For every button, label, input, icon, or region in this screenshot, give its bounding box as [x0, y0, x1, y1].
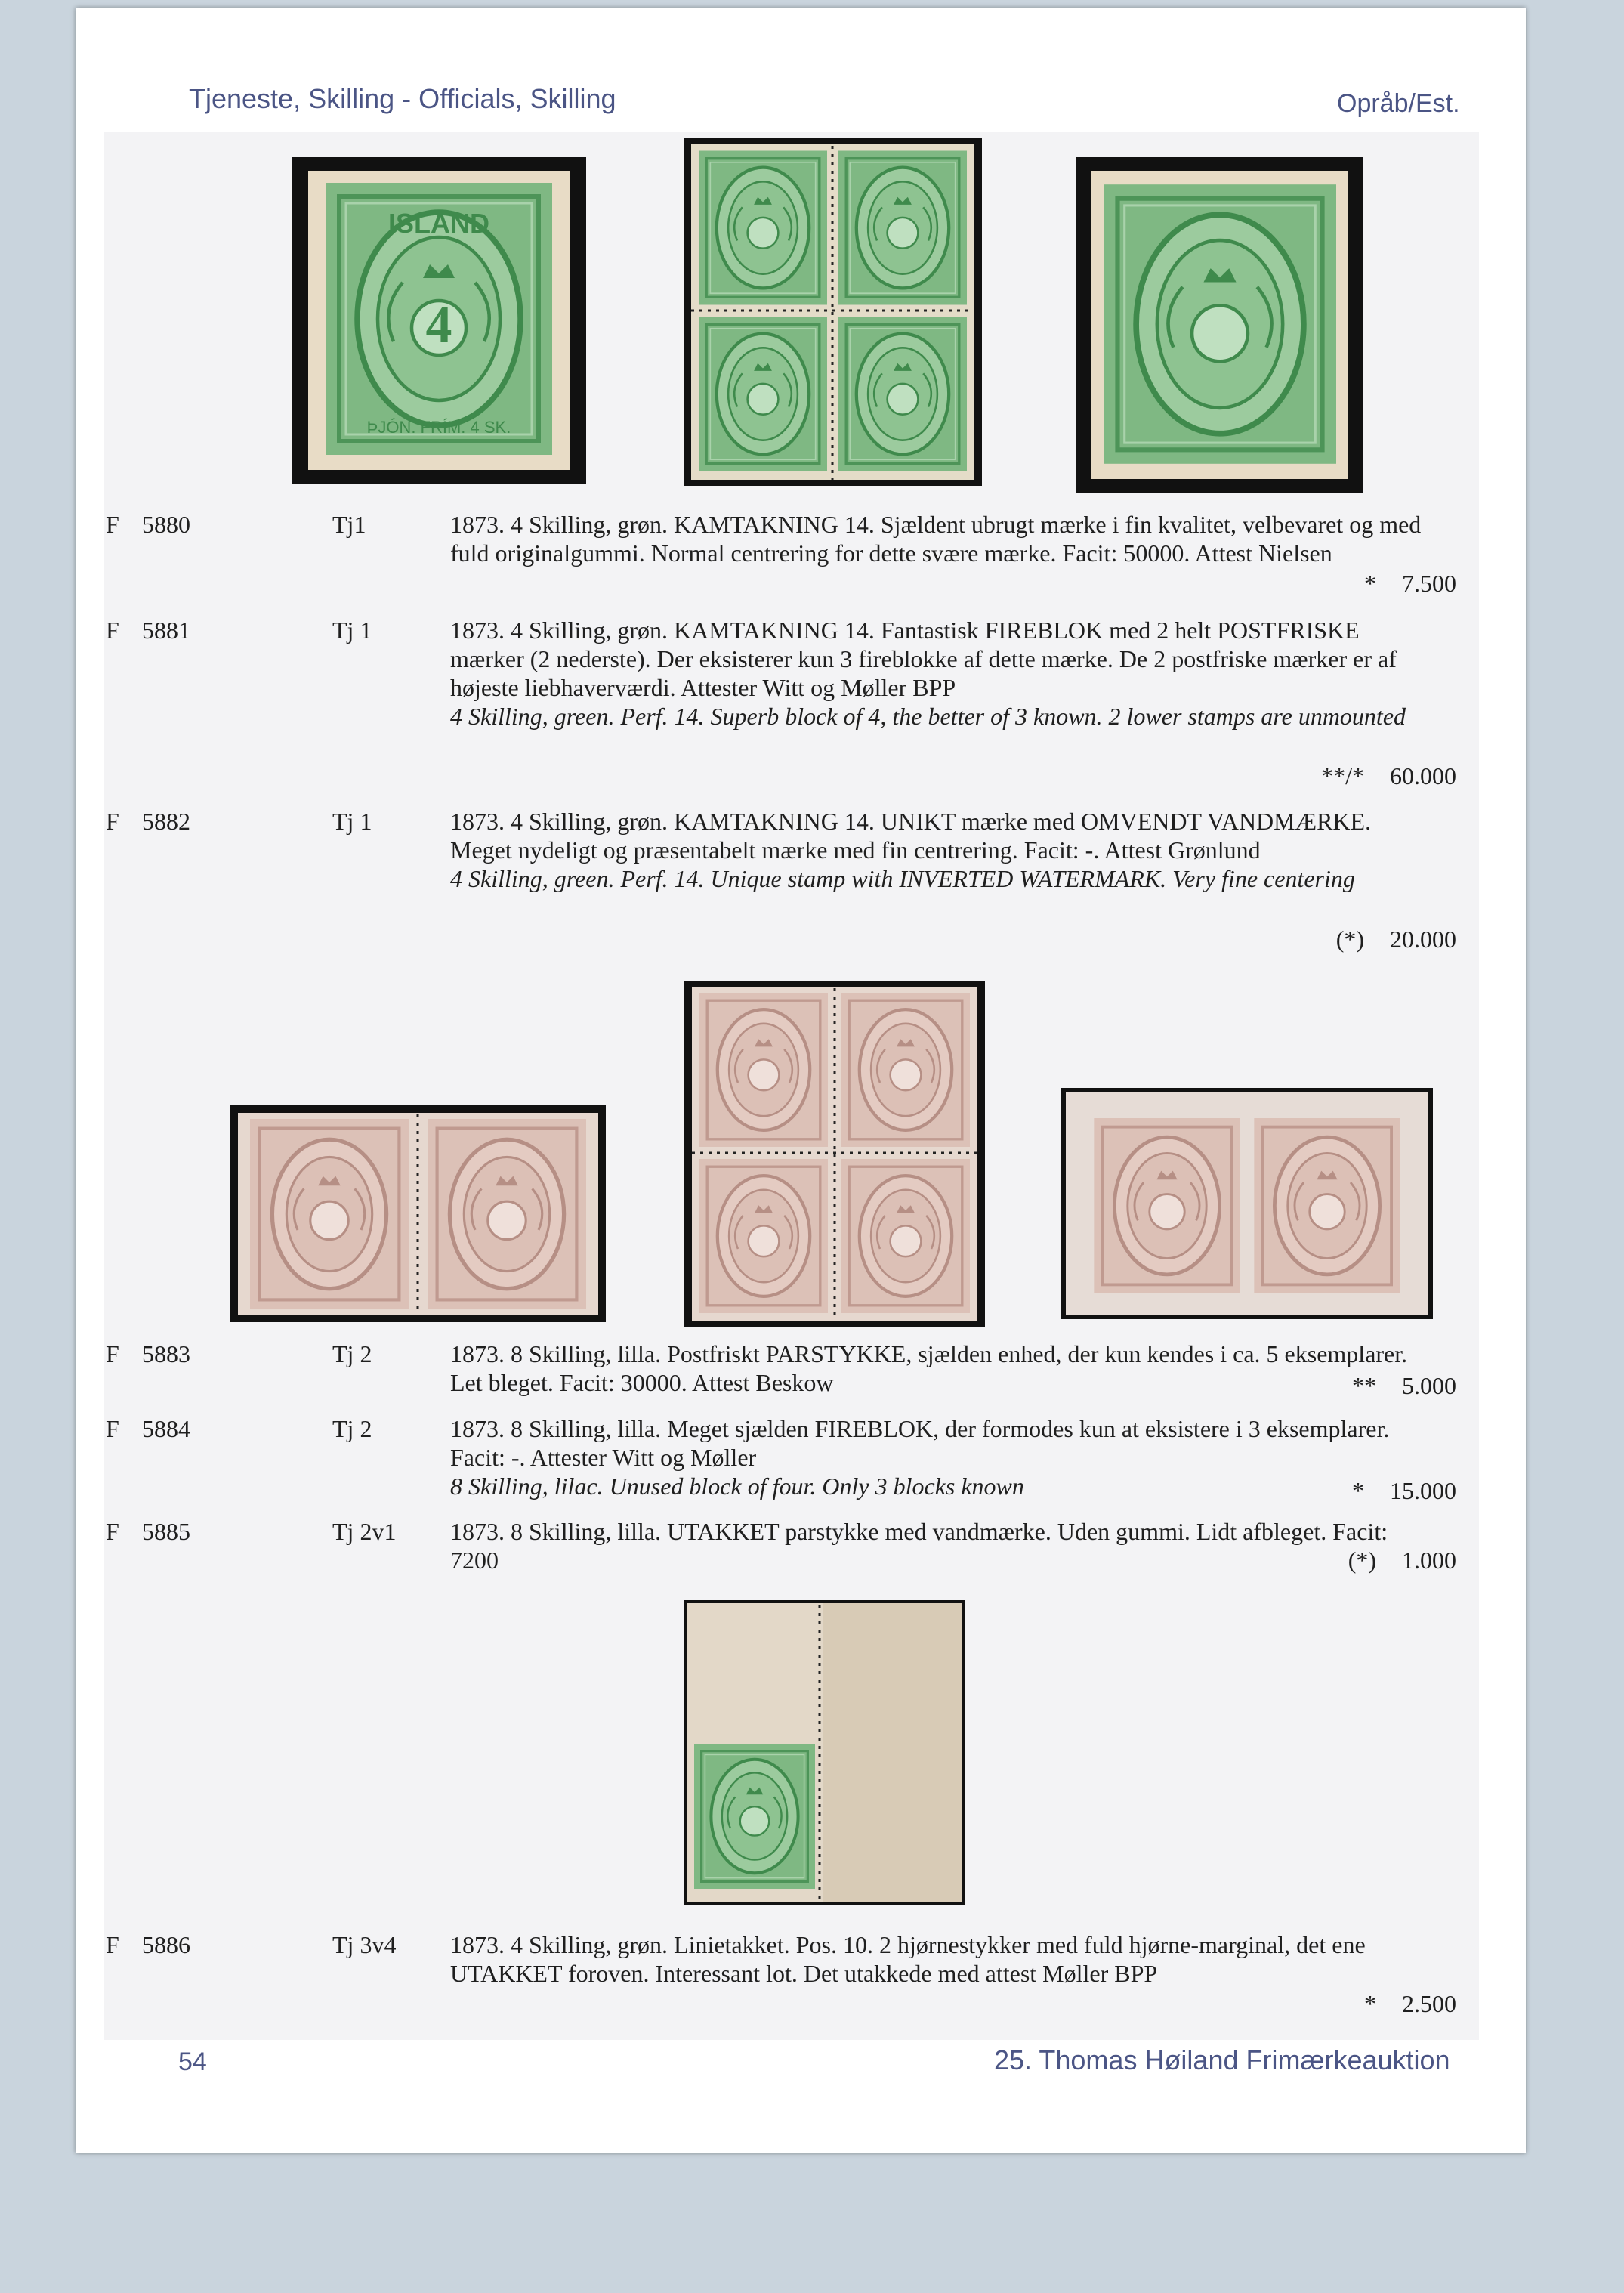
- stamp-country-text: ISLAND: [388, 208, 489, 239]
- lot-description-danish: 1873. 8 Skilling, lilla. Postfriskt PARSTYKKE, sjælden enhed, der kun kendes i ca. 5 eksemplarer. Let bleget. Facit: 30000. Attest Beskow: [450, 1340, 1408, 1396]
- lot-estimate: 20.000: [1390, 926, 1456, 953]
- stamp-image-5885: [1061, 1088, 1433, 1319]
- lot-number: 5884: [142, 1415, 190, 1442]
- lot-prefix: F: [106, 1340, 119, 1367]
- catalog-number: Tj 1: [332, 617, 372, 644]
- lot-5882: [106, 807, 1473, 958]
- section-title: Tjeneste, Skilling - Officials, Skilling: [189, 83, 616, 114]
- lot-condition: *: [1352, 1477, 1364, 1504]
- lot-description-danish: 1873. 4 Skilling, grøn. KAMTAKNING 14. Sjældent ubrugt mærke i fin kvalitet, velbevaret og med fuld originalgummi. Normal centrering for dette svære mærke. Facit: 50000. Attest Nielsen: [450, 511, 1422, 567]
- lot-prefix: F: [106, 1415, 119, 1442]
- lot-condition: **/*: [1321, 762, 1364, 790]
- catalog-number: Tj1: [332, 511, 366, 538]
- stamp-frame-text: ÞJÓN. FRÍM. 4 SK.: [366, 418, 511, 437]
- lot-prefix: F: [106, 617, 119, 644]
- lot-number: 5881: [142, 617, 190, 644]
- lot-5885: [106, 1517, 1473, 1585]
- lot-estimate: 1.000: [1402, 1547, 1456, 1574]
- lot-number: 5886: [142, 1931, 190, 1958]
- lot-condition: (*): [1348, 1547, 1376, 1574]
- lot-5881: [106, 616, 1473, 790]
- lot-number: 5883: [142, 1340, 190, 1367]
- lot-description-danish: 1873. 4 Skilling, grøn. KAMTAKNING 14. Fantastisk FIREBLOK med 2 helt POSTFRISKE mærker (2 nederste). Der eksisterer kun 3 fireblokke af dette mærke. De 2 postfriske mærker er af højeste liebhaverværdi. Attester Witt og Møller BPP: [450, 617, 1397, 701]
- lot-prefix: F: [106, 808, 119, 835]
- lot-5880: [106, 510, 1473, 601]
- lot-number: 5880: [142, 511, 190, 538]
- stamp-image-5886: [684, 1600, 965, 1905]
- lot-5886: [106, 1930, 1473, 2029]
- stamp-image-5882: [1076, 157, 1363, 493]
- catalog-number: Tj 1: [332, 808, 372, 835]
- estimate-column-label: Opråb/Est.: [1337, 89, 1460, 118]
- lot-description-danish: 1873. 8 Skilling, lilla. UTAKKET parstykke med vandmærke. Uden gummi. Lidt afbleget. Facit: 7200: [450, 1518, 1388, 1574]
- lot-description-english: 4 Skilling, green. Perf. 14. Superb block of 4, the better of 3 known. 2 lower stamps are unmounted: [450, 703, 1406, 730]
- lot-condition: *: [1364, 570, 1376, 597]
- lot-estimate: 5.000: [1402, 1372, 1456, 1399]
- stamp-image-5884: [684, 981, 985, 1327]
- lot-prefix: F: [106, 511, 119, 538]
- stamp-value-text: 4: [425, 296, 452, 354]
- lot-estimate: 2.500: [1402, 1990, 1456, 2017]
- lot-description-english: 8 Skilling, lilac. Unused block of four. Only 3 blocks known: [450, 1473, 1024, 1500]
- lot-5884: [106, 1414, 1473, 1513]
- catalog-number: Tj 2: [332, 1340, 372, 1367]
- lot-number: 5885: [142, 1518, 190, 1545]
- lot-condition: (*): [1335, 926, 1364, 953]
- lot-description-danish: 1873. 4 Skilling, grøn. Linietakket. Pos. 10. 2 hjørnestykker med fuld hjørne-marginal, det ene UTAKKET foroven. Interessant lot. Det utakkede med attest Møller BPP: [450, 1931, 1366, 1987]
- lot-prefix: F: [106, 1518, 119, 1545]
- lot-estimate: 7.500: [1402, 570, 1456, 597]
- catalog-number: Tj 3v4: [332, 1931, 397, 1958]
- lot-estimate: 60.000: [1390, 762, 1456, 790]
- page-number: 54: [178, 2047, 207, 2076]
- lot-5883: [106, 1340, 1473, 1408]
- lot-condition: **: [1352, 1372, 1376, 1399]
- catalog-number: Tj 2: [332, 1415, 372, 1442]
- lot-description-danish: 1873. 4 Skilling, grøn. KAMTAKNING 14. UNIKT mærke med OMVENDT VANDMÆRKE. Meget nydeligt og præsentabelt mærke med fin centrering. Facit: -. Attest Grønlund: [450, 808, 1372, 864]
- lot-estimate: 15.000: [1390, 1477, 1456, 1504]
- auction-title: 25. Thomas Høiland Frimærkeauktion: [994, 2044, 1450, 2075]
- lot-description-danish: 1873. 8 Skilling, lilla. Meget sjælden FIREBLOK, der formodes kun at eksistere i 3 eksemplarer. Facit: -. Attester Witt og Møller: [450, 1415, 1390, 1471]
- stamp-image-5881: [684, 138, 982, 486]
- lot-condition: *: [1364, 1990, 1376, 2017]
- lot-description-english: 4 Skilling, green. Perf. 14. Unique stamp with INVERTED WATERMARK. Very fine centering: [450, 865, 1355, 892]
- lot-number: 5882: [142, 808, 190, 835]
- lot-prefix: F: [106, 1931, 119, 1958]
- stamp-image-5880: [292, 157, 586, 484]
- stamp-image-5883: [230, 1105, 606, 1322]
- catalog-number: Tj 2v1: [332, 1518, 397, 1545]
